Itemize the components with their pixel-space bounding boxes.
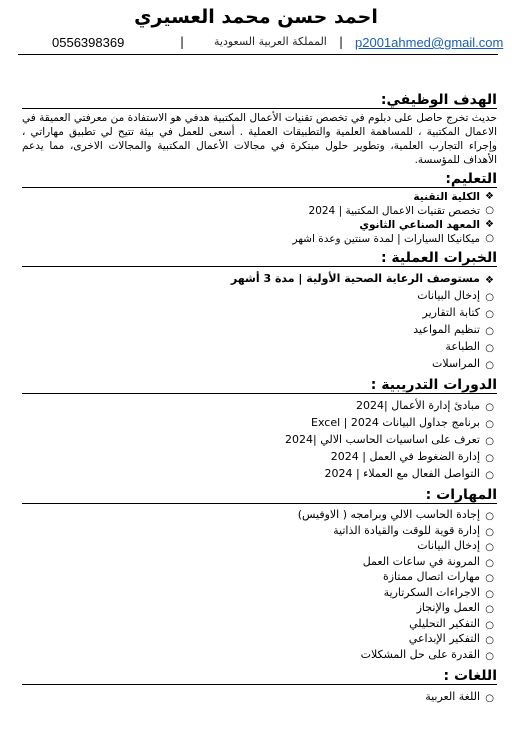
circle-bullet-icon: ○: [485, 205, 494, 216]
candidate-name: احمد حسن محمد العسيري: [134, 6, 378, 28]
diamond-bullet-icon: ❖: [485, 191, 494, 202]
circle-bullet-icon: ○: [485, 557, 494, 569]
circle-bullet-icon: ○: [485, 233, 494, 244]
list-item: ○ إدخال البيانات: [22, 538, 497, 554]
list-item: ❖ الكلية التقنية: [413, 191, 494, 203]
circle-bullet-icon: ○: [485, 604, 494, 615]
circle-bullet-icon: ○: [485, 453, 494, 464]
circle-bullet-icon: ○: [485, 526, 494, 538]
list-item: ○ الاجراءات السكرتارية: [22, 585, 497, 601]
list-item: ○ ميكانيكا السيارات | لمدة سنتين وعدة اشهر: [292, 233, 494, 245]
circle-bullet-icon: ○: [485, 360, 494, 371]
experience-list: [22, 270, 497, 372]
list-item: ○ كتابة التقارير: [22, 304, 497, 321]
circle-bullet-icon: ○: [485, 588, 494, 600]
courses-list: [22, 397, 497, 482]
email-link[interactable]: p2001ahmed@gmail.com: [355, 35, 504, 50]
list-item: ❖ المعهد الصناعي الثانوي: [359, 219, 494, 231]
list-item: ○ المراسلات: [22, 355, 497, 372]
circle-bullet-icon: ○: [485, 470, 494, 481]
list-item: ○ اللغة العربية: [22, 688, 497, 705]
circle-bullet-icon: ○: [485, 343, 494, 354]
list-item: ○ المرونة في ساعات العمل: [22, 554, 497, 570]
list-item: ○ مبادئ إدارة الأعمال |2024: [22, 397, 497, 414]
objective-text: حديث تخرج حاصل على دبلوم في تخصص تقنيات الأعمال المكتبية هدفي هو الاستفادة من معرفتي العميقة في الاعمال المكتبية ، للمساهمة العلمية والتطبيقات العملية . أسعى للعمل في بيئة تتيح لي تطبيق مهاراتي ، وإجراء التجارب العلمية، وتطوير حلول مبتكرة في مجالات الأعمال المكتبية والمجالات الاخرى، مما يدعم الأهداف للمؤسسة.: [22, 112, 497, 166]
resume-content: [22, 92, 497, 705]
list-item: ○ التفكير الإبداعي: [22, 631, 497, 647]
circle-bullet-icon: ○: [485, 573, 494, 584]
circle-bullet-icon: ○: [485, 650, 494, 662]
circle-bullet-icon: ○: [485, 419, 494, 430]
list-item: ○ القدرة على حل المشكلات: [22, 647, 497, 663]
circle-bullet-icon: ○: [485, 635, 494, 646]
circle-bullet-icon: ○: [485, 693, 494, 704]
list-item: ○ مهارات اتصال ممتازة: [22, 569, 497, 585]
circle-bullet-icon: ○: [485, 309, 494, 320]
separator: |: [339, 35, 344, 49]
circle-bullet-icon: ○: [485, 292, 494, 303]
circle-bullet-icon: ○: [485, 542, 494, 553]
list-item: ○ برنامج جداول البيانات Excel | 2024: [22, 414, 497, 431]
list-item: ○ الطباعة: [22, 338, 497, 355]
education-list: [22, 190, 497, 246]
list-item: ○ إدارة الضغوط في العمل | 2024: [22, 448, 497, 465]
contact-row: [18, 34, 504, 55]
circle-bullet-icon: ○: [485, 511, 494, 522]
circle-bullet-icon: ○: [485, 619, 494, 631]
country: المملكة العربية السعودية: [214, 35, 327, 48]
list-item: ○ إجادة الحاسب الالي وبرامجه ( الاوفيس): [22, 507, 497, 523]
list-item: ○ تعرف على اساسيات الحاسب الالي |2024: [22, 431, 497, 448]
list-item: ○ التفكير التحليلي: [22, 616, 497, 632]
list-item: ○ تنظيم المواعيد: [22, 321, 497, 338]
list-item: ○ العمل والإنجاز: [22, 600, 497, 616]
skills-list: [22, 507, 497, 662]
diamond-bullet-icon: ❖: [485, 275, 494, 286]
list-item: ❖ مستوصف الرعاية الصحية الأولية | مدة 3 أشهر: [22, 270, 497, 287]
languages-heading: اللغات :: [22, 668, 497, 685]
list-item: ○ التواصل الفعال مع العملاء | 2024: [22, 465, 497, 482]
education-heading: التعليم:: [22, 171, 497, 188]
courses-heading: الدورات التدريبية :: [22, 377, 497, 394]
circle-bullet-icon: ○: [485, 326, 494, 337]
languages-list: [22, 688, 497, 705]
circle-bullet-icon: ○: [485, 402, 494, 413]
phone-number: 0556398369: [52, 35, 125, 50]
circle-bullet-icon: ○: [485, 436, 494, 447]
objective-heading: الهدف الوظيفي:: [22, 92, 497, 109]
separator: |: [180, 35, 185, 49]
skills-heading: المهارات :: [22, 487, 497, 504]
list-item: ○ تخصص تقنيات الاعمال المكتبية | 2024: [308, 205, 494, 217]
list-item: ○ إدارة قوية للوقت والقيادة الذاتية: [22, 523, 497, 539]
experience-heading: الخبرات العملية :: [22, 250, 497, 267]
list-item: ○ إدخال البيانات: [22, 287, 497, 304]
diamond-bullet-icon: ❖: [485, 219, 494, 230]
